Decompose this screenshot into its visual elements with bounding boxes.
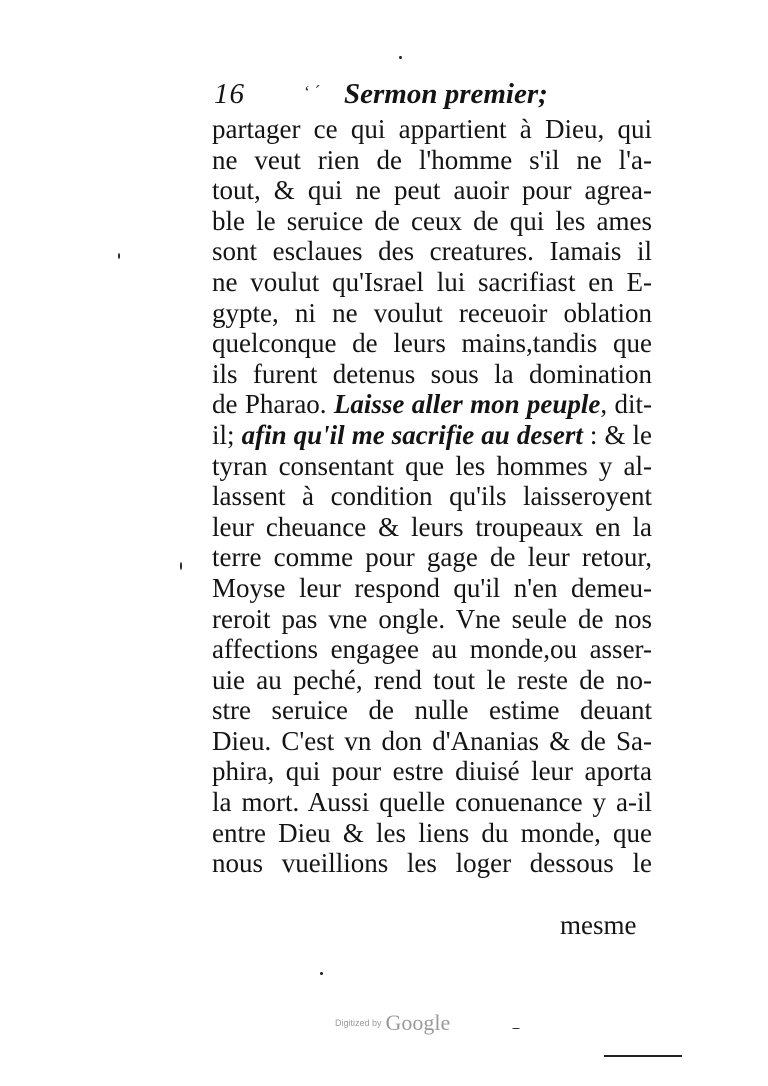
- text-line-with-quote: [212, 420, 652, 451]
- text-line: ble le seruice de ceux de qui les ames: [212, 205, 652, 236]
- ink-speck: [118, 253, 120, 259]
- text-line: stre seruice de nulle estime deuant: [212, 695, 652, 726]
- text-line: lassent à condition qu'ils laisseroyent: [212, 481, 652, 512]
- text-line: phira, qui pour estre diuisé leur aporta: [212, 756, 652, 787]
- ink-speck: [399, 56, 402, 59]
- text-line-with-quote: [212, 389, 652, 420]
- running-title: Sermon premier;: [344, 78, 548, 110]
- text-fragment: il;: [212, 419, 235, 450]
- text-line: nous vueillions les loger dessous le: [212, 848, 652, 879]
- text-line: partager ce qui appartient à Dieu, qui: [212, 114, 652, 144]
- text-line: ne voulut qu'Israel lui sacrifiast en E-: [212, 266, 652, 297]
- text-line: gypte, ni ne voulut receuoir oblation: [212, 297, 652, 328]
- catchword: mesme: [560, 910, 637, 940]
- text-line: affections engagee au monde,ou asser-: [212, 634, 652, 665]
- scripture-quote: afin qu'il me sacrifie au desert: [241, 419, 583, 450]
- body-text: [212, 114, 652, 879]
- page-number: 16: [214, 78, 245, 110]
- scripture-quote: Laisse aller mon peuple: [333, 389, 601, 420]
- digitization-watermark: [335, 1010, 450, 1036]
- text-fragment: : & le: [589, 419, 653, 450]
- ink-speck: [180, 562, 182, 570]
- text-line: sont esclaues des creatures. Iamais il: [212, 236, 652, 267]
- text-line: la mort. Aussi quelle conuenance y a-il: [212, 787, 652, 818]
- text-line: quelconque de leurs mains,tandis que: [212, 328, 652, 359]
- ink-speck: [512, 1028, 520, 1029]
- text-line: entre Dieu & les liens du monde, que: [212, 817, 652, 848]
- text-fragment: , dit-: [600, 389, 653, 420]
- text-line: tout, & qui ne peut auoir pour agrea-: [212, 175, 652, 206]
- text-line: Moyse leur respond qu'il n'en demeu-: [212, 572, 652, 603]
- header-ornament: ‘ ˊ: [304, 82, 321, 102]
- ink-speck: [320, 972, 323, 975]
- text-line: Dieu. C'est vn don d'Ananias & de Sa-: [212, 725, 652, 756]
- text-line: leur cheuance & leurs troupeaux en la: [212, 511, 652, 542]
- text-line: reroit pas vne ongle. Vne seule de nos: [212, 603, 652, 634]
- text-fragment: de Pharao.: [212, 389, 327, 420]
- watermark-brand: Google: [385, 1010, 451, 1035]
- text-line: tyran consentant que les hommes y al-: [212, 450, 652, 481]
- page-header: [214, 78, 654, 118]
- text-line: ils furent detenus sous la domination: [212, 358, 652, 389]
- text-line: ne veut rien de l'homme s'il ne l'a-: [212, 144, 652, 175]
- text-line: uie au peché, rend tout le reste de no-: [212, 664, 652, 695]
- text-line: terre comme pour gage de leur retour,: [212, 542, 652, 573]
- watermark-prefix: Digitized by: [335, 1018, 382, 1028]
- bottom-rule: [604, 1055, 682, 1057]
